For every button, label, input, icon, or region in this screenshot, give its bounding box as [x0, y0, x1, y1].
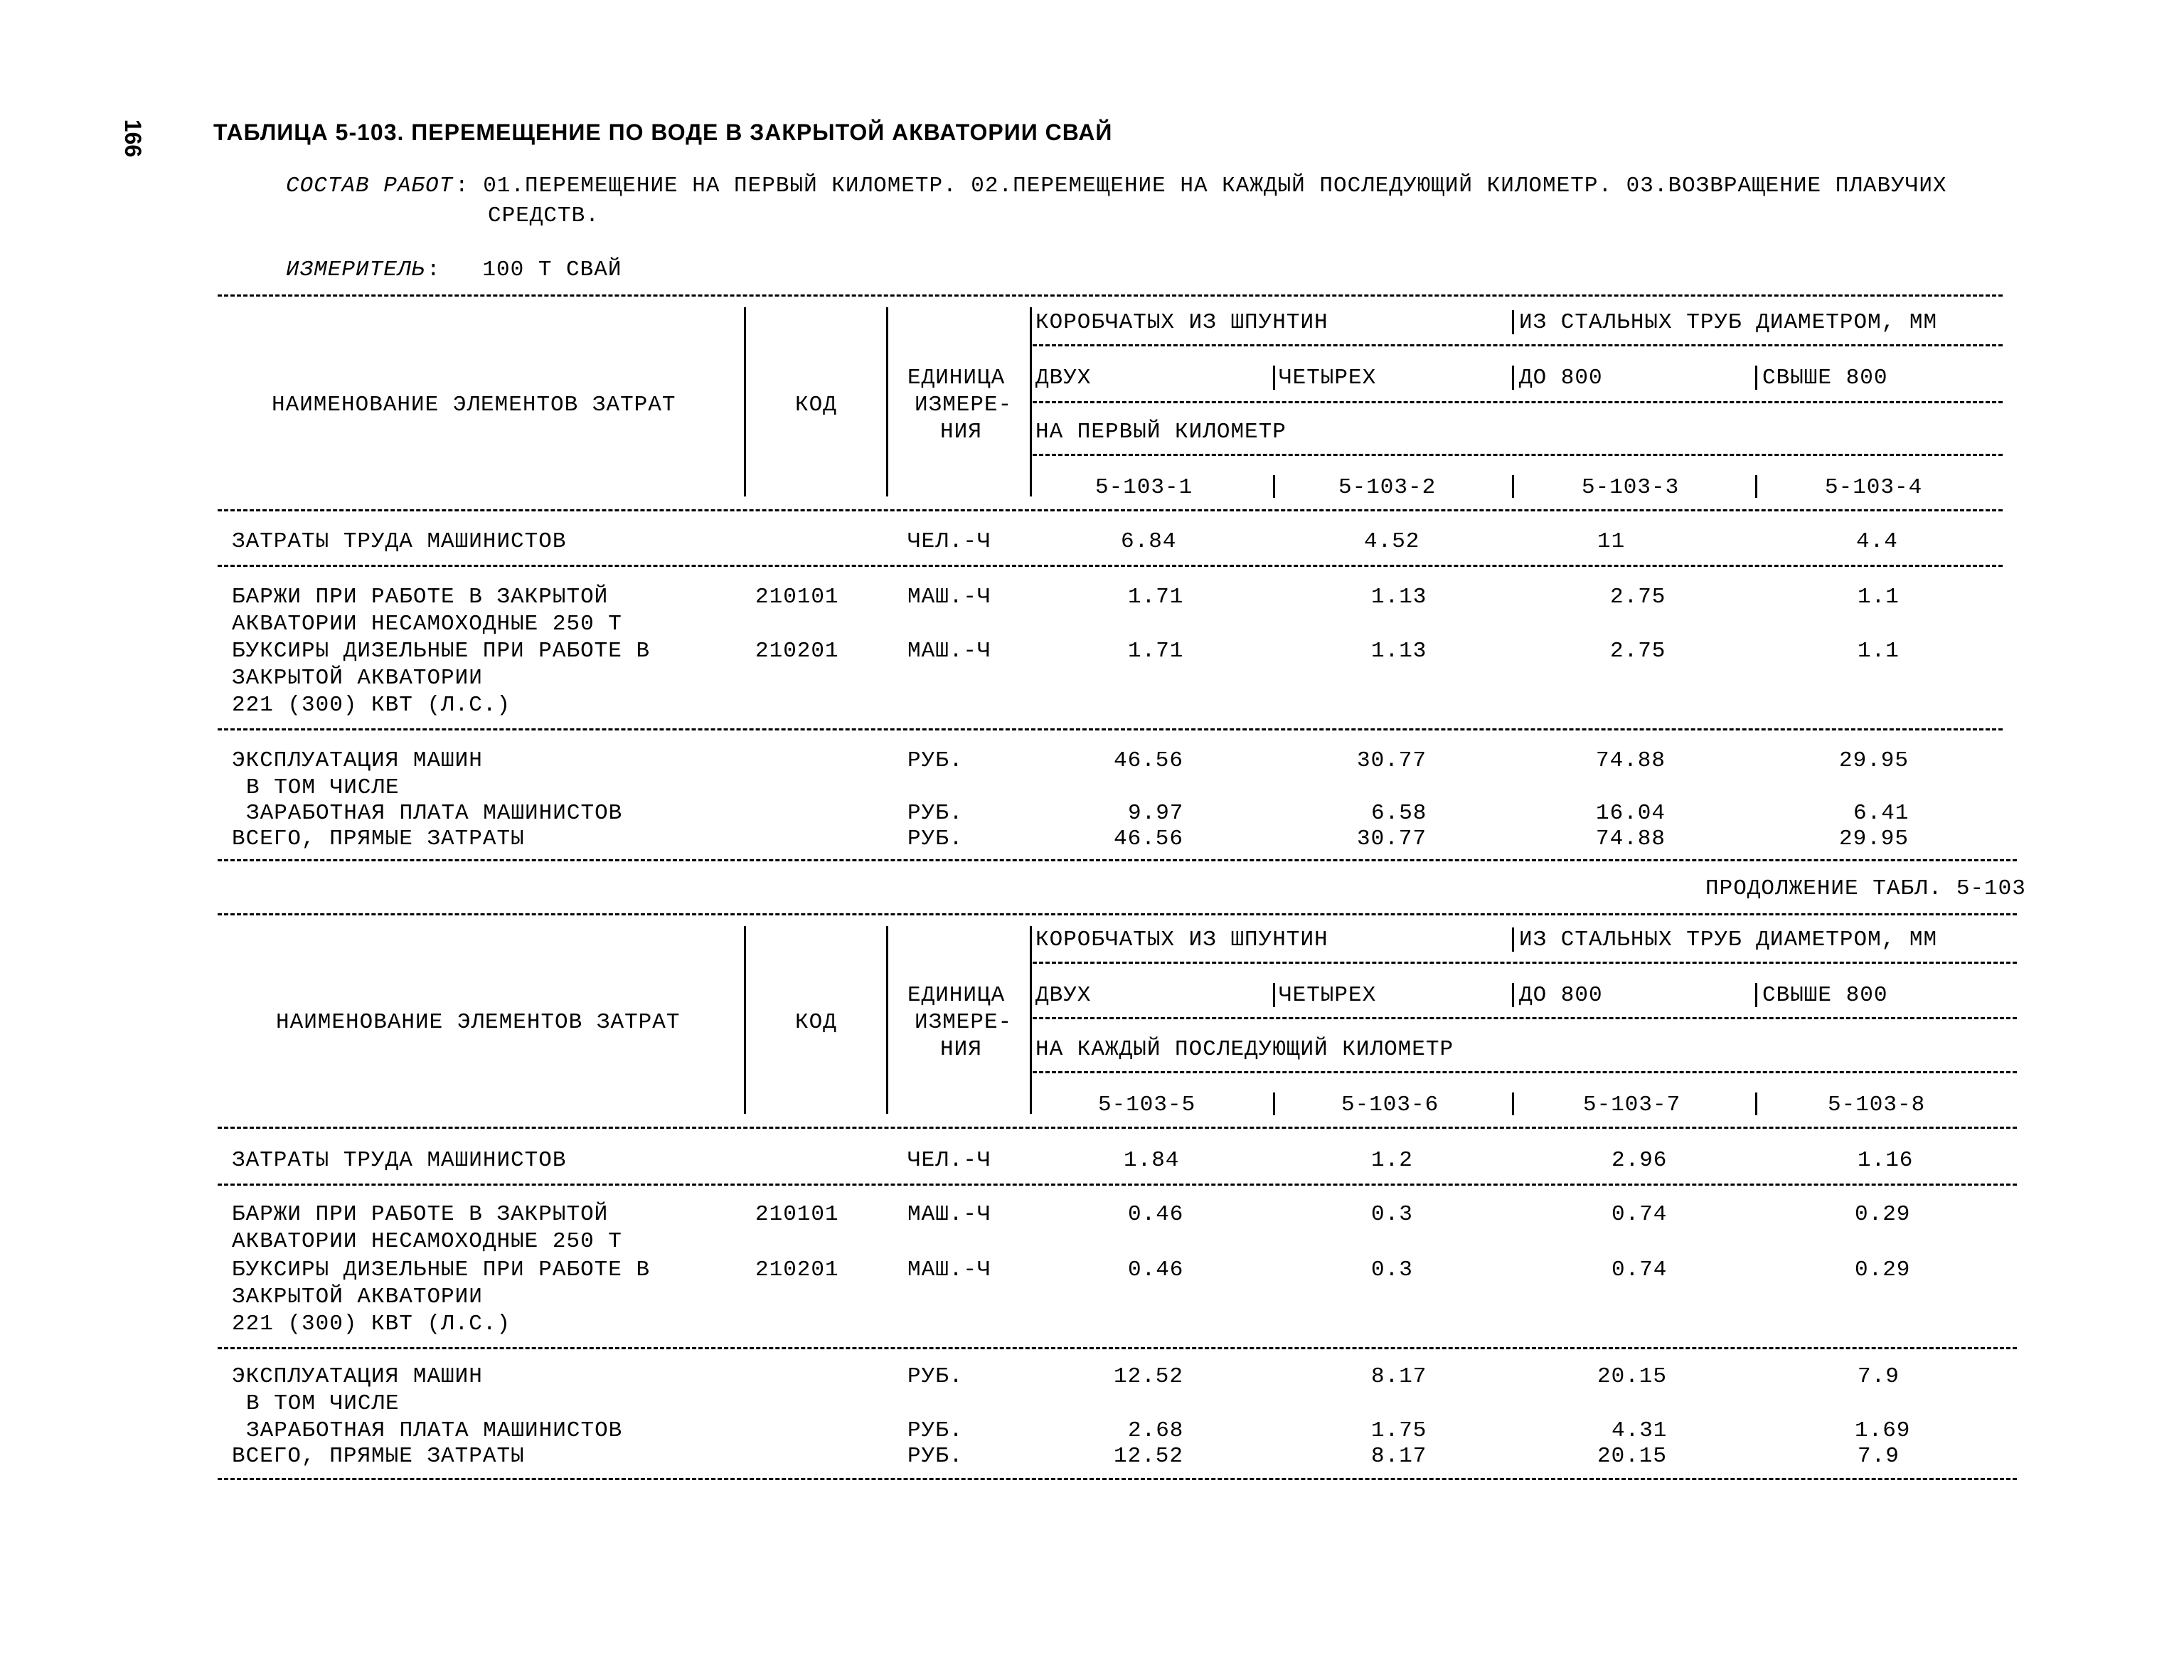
row-name: ЗАКРЫТОЙ АКВАТОРИИ: [232, 666, 483, 691]
col-divider: [886, 926, 888, 1114]
cell-value: 1.71: [1128, 639, 1184, 664]
col-divider: [1755, 475, 1757, 498]
col-divider: [1512, 475, 1514, 498]
name-column-header: НАИМЕНОВАНИЕ ЭЛЕМЕНТОВ ЗАТРАТ: [276, 1010, 681, 1035]
row-name: ВСЕГО, ПРЯМЫЕ ЗАТРАТЫ: [232, 1444, 525, 1469]
row-unit: ЧЕЛ.-Ч: [907, 1148, 991, 1173]
rule: [1033, 962, 2017, 964]
row-name: 221 (300) КВТ (Л.С.): [232, 1312, 511, 1336]
col-divider: [1755, 366, 1757, 390]
code-column-header: КОД: [795, 1010, 837, 1035]
cell-value: 74.88: [1596, 748, 1666, 773]
cell-value: 30.77: [1357, 826, 1427, 851]
column-code: 5-103-1: [1095, 475, 1193, 500]
continuation-label: ПРОДОЛЖЕНИЕ ТАБЛ. 5-103: [1705, 876, 2026, 901]
izm-text: : 100 Т СВАЙ: [427, 257, 622, 282]
col-divider: [1512, 983, 1514, 1007]
row-name: ЗАРАБОТНАЯ ПЛАТА МАШИНИСТОВ: [246, 801, 623, 826]
row-unit: МАШ.-Ч: [907, 1258, 991, 1282]
cell-value: 8.17: [1371, 1364, 1427, 1389]
cell-value: 1.13: [1371, 639, 1427, 664]
row-name: БАРЖИ ПРИ РАБОТЕ В ЗАКРЫТОЙ: [232, 1202, 609, 1227]
cell-value: 1.1: [1858, 585, 1900, 610]
rule: [218, 294, 2003, 297]
col-divider: [1512, 366, 1514, 390]
cell-value: 12.52: [1114, 1444, 1184, 1469]
cell-value: 0.29: [1855, 1258, 1911, 1282]
rule: [218, 1184, 2017, 1186]
group-a-header: КОРОБЧАТЫХ ИЗ ШПУНТИН: [1035, 310, 1328, 335]
cell-value: 0.3: [1371, 1202, 1413, 1227]
cell-value: 1.75: [1371, 1418, 1427, 1443]
rule: [1033, 401, 2003, 403]
sub-header-1: ДВУХ: [1035, 366, 1092, 390]
cell-value: 46.56: [1114, 826, 1184, 851]
column-code: 5-103-2: [1338, 475, 1437, 500]
izm-label: ИЗМЕРИТЕЛЬ: [286, 257, 426, 282]
sostav-text-1: : 01.ПЕРЕМЕЩЕНИЕ НА ПЕРВЫЙ КИЛОМЕТР. 02.ПЕРЕМЕЩЕНИЕ НА КАЖДЫЙ ПОСЛЕДУЮЩИЙ КИЛОМЕТР. 03.ВОЗВРАЩЕНИЕ ПЛАВУЧИХ: [455, 174, 1947, 198]
group-a-header: КОРОБЧАТЫХ ИЗ ШПУНТИН: [1035, 927, 1328, 952]
cell-value: 0.46: [1128, 1202, 1184, 1227]
row-name: БУКСИРЫ ДИЗЕЛЬНЫЕ ПРИ РАБОТЕ В: [232, 639, 651, 664]
row-unit: РУБ.: [907, 1444, 964, 1469]
cell-value: 2.68: [1128, 1418, 1184, 1443]
sostav-text-2: СРЕДСТВ.: [488, 203, 600, 228]
col-divider: [1273, 1092, 1275, 1115]
group-b-header: ИЗ СТАЛЬНЫХ ТРУБ ДИАМЕТРОМ, ММ: [1519, 927, 1938, 952]
cell-value: 7.9: [1858, 1364, 1900, 1389]
sub-header-1: ДВУХ: [1035, 983, 1092, 1008]
column-code: 5-103-4: [1825, 475, 1923, 500]
col-divider: [1512, 310, 1514, 334]
km-header: НА ПЕРВЫЙ КИЛОМЕТР: [1035, 420, 1287, 445]
sub-header-2: ЧЕТЫРЕХ: [1279, 983, 1377, 1008]
row-unit: РУБ.: [907, 1364, 964, 1389]
unit-header: ЕДИНИЦА: [907, 366, 1006, 390]
including-label: В ТОМ ЧИСЛЕ: [246, 1391, 400, 1416]
row-name: АКВАТОРИИ НЕСАМОХОДНЫЕ 250 Т: [232, 612, 622, 637]
cell-value: 20.15: [1597, 1364, 1668, 1389]
sub-header-3: ДО 800: [1519, 366, 1603, 390]
row-name: ЭКСПЛУАТАЦИЯ МАШИН: [232, 748, 483, 773]
rule: [218, 859, 2017, 861]
sub-header-3: ДО 800: [1519, 983, 1603, 1008]
row-unit: РУБ.: [907, 1418, 964, 1443]
row-unit: МАШ.-Ч: [907, 639, 991, 664]
cell-value: 16.04: [1596, 801, 1666, 826]
row-unit: РУБ.: [907, 801, 964, 826]
cell-value: 4.52: [1364, 529, 1420, 554]
row-name: 221 (300) КВТ (Л.С.): [232, 693, 511, 718]
col-divider: [1030, 926, 1032, 1114]
cell-value: 4.4: [1856, 529, 1898, 554]
col-divider: [1273, 475, 1275, 498]
col-divider: [1512, 927, 1514, 952]
rule: [1033, 1071, 2017, 1073]
cell-value: 29.95: [1839, 748, 1909, 773]
column-code: 5-103-5: [1098, 1092, 1196, 1117]
rule: [218, 1347, 2017, 1349]
col-divider: [744, 307, 746, 496]
cell-value: 4.31: [1612, 1418, 1668, 1443]
column-code: 5-103-6: [1341, 1092, 1439, 1117]
row-unit: ЧЕЛ.-Ч: [907, 529, 991, 554]
unit-header: ИЗМЕРЕ-: [915, 393, 1013, 418]
col-divider: [1273, 983, 1275, 1007]
column-code: 5-103-7: [1583, 1092, 1681, 1117]
cell-value: 20.15: [1597, 1444, 1668, 1469]
name-column-header: НАИМЕНОВАНИЕ ЭЛЕМЕНТОВ ЗАТРАТ: [272, 393, 676, 418]
rule: [218, 565, 2003, 567]
sub-header-2: ЧЕТЫРЕХ: [1279, 366, 1377, 390]
rule: [1033, 1017, 2017, 1019]
rule: [1033, 344, 2003, 346]
row-name: БАРЖИ ПРИ РАБОТЕ В ЗАКРЫТОЙ: [232, 585, 609, 610]
cell-value: 6.58: [1371, 801, 1427, 826]
cell-value: 1.13: [1371, 585, 1427, 610]
cell-value: 2.75: [1610, 639, 1666, 664]
rule: [218, 728, 2003, 730]
row-unit: МАШ.-Ч: [907, 585, 991, 610]
cell-value: 1.71: [1128, 585, 1184, 610]
cell-value: 1.2: [1371, 1148, 1413, 1173]
cell-value: 30.77: [1357, 748, 1427, 773]
col-divider: [886, 307, 888, 496]
cell-value: 46.56: [1114, 748, 1184, 773]
cell-value: 0.29: [1855, 1202, 1911, 1227]
unit-header: ИЗМЕРЕ-: [915, 1010, 1013, 1035]
sostav-label: СОСТАВ РАБОТ: [286, 174, 454, 198]
row-name: ЗАТРАТЫ ТРУДА МАШИНИСТОВ: [232, 529, 567, 554]
row-name: ЗАТРАТЫ ТРУДА МАШИНИСТОВ: [232, 1148, 567, 1173]
col-divider: [1273, 366, 1275, 390]
sub-header-4: СВЫШЕ 800: [1762, 983, 1888, 1008]
cell-value: 6.41: [1853, 801, 1909, 826]
cell-value: 1.69: [1855, 1418, 1911, 1443]
cell-value: 12.52: [1114, 1364, 1184, 1389]
column-code: 5-103-3: [1582, 475, 1680, 500]
row-code: 210201: [755, 639, 839, 664]
row-name: ЭКСПЛУАТАЦИЯ МАШИН: [232, 1364, 483, 1389]
unit-header: НИЯ: [940, 1037, 982, 1062]
km-header: НА КАЖДЫЙ ПОСЛЕДУЮЩИЙ КИЛОМЕТР: [1035, 1037, 1454, 1062]
cell-value: 9.97: [1128, 801, 1184, 826]
cell-value: 2.96: [1612, 1148, 1668, 1173]
row-name: БУКСИРЫ ДИЗЕЛЬНЫЕ ПРИ РАБОТЕ В: [232, 1258, 651, 1282]
col-divider: [1512, 1092, 1514, 1115]
cell-value: 8.17: [1371, 1444, 1427, 1469]
row-name: АКВАТОРИИ НЕСАМОХОДНЫЕ 250 Т: [232, 1229, 622, 1254]
rule: [218, 1127, 2017, 1129]
table-title: ТАБЛИЦА 5-103. ПЕРЕМЕЩЕНИЕ ПО ВОДЕ В ЗАКРЫТОЙ АКВАТОРИИ СВАЙ: [213, 119, 1113, 145]
row-name: ВСЕГО, ПРЯМЫЕ ЗАТРАТЫ: [232, 826, 525, 851]
sub-header-4: СВЫШЕ 800: [1762, 366, 1888, 390]
unit-header: НИЯ: [940, 420, 982, 445]
rule: [218, 1478, 2017, 1480]
cell-value: 0.74: [1612, 1202, 1668, 1227]
row-unit: РУБ.: [907, 748, 964, 773]
cell-value: 1.1: [1858, 639, 1900, 664]
including-label: В ТОМ ЧИСЛЕ: [246, 775, 400, 800]
row-name: ЗАРАБОТНАЯ ПЛАТА МАШИНИСТОВ: [246, 1418, 623, 1443]
cell-value: 29.95: [1839, 826, 1909, 851]
rule: [218, 509, 2003, 511]
cell-value: 1.16: [1858, 1148, 1914, 1173]
cell-value: 0.46: [1128, 1258, 1184, 1282]
col-divider: [744, 926, 746, 1114]
page-number: 166: [120, 119, 147, 158]
cell-value: 0.74: [1612, 1258, 1668, 1282]
row-code: 210101: [755, 1202, 839, 1227]
row-code: 210101: [755, 585, 839, 610]
cell-value: 7.9: [1858, 1444, 1900, 1469]
col-divider: [1755, 1092, 1757, 1115]
col-divider: [1030, 307, 1032, 496]
group-b-header: ИЗ СТАЛЬНЫХ ТРУБ ДИАМЕТРОМ, ММ: [1519, 310, 1938, 335]
code-column-header: КОД: [795, 393, 837, 418]
unit-header: ЕДИНИЦА: [907, 983, 1006, 1008]
rule: [218, 913, 2017, 915]
cell-value: 74.88: [1596, 826, 1666, 851]
cell-value: 11: [1597, 529, 1626, 554]
row-unit: МАШ.-Ч: [907, 1202, 991, 1227]
cell-value: 1.84: [1124, 1148, 1180, 1173]
row-name: ЗАКРЫТОЙ АКВАТОРИИ: [232, 1285, 483, 1309]
cell-value: 6.84: [1121, 529, 1177, 554]
cell-value: 2.75: [1610, 585, 1666, 610]
row-code: 210201: [755, 1258, 839, 1282]
cell-value: 0.3: [1371, 1258, 1413, 1282]
row-unit: РУБ.: [907, 826, 964, 851]
column-code: 5-103-8: [1828, 1092, 1926, 1117]
col-divider: [1755, 983, 1757, 1007]
rule: [1033, 454, 2003, 456]
